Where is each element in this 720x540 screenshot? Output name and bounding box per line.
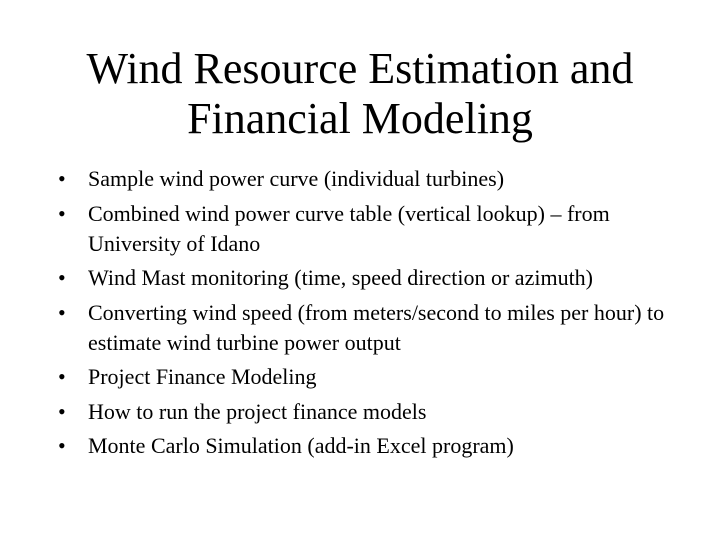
bullet-text: Wind Mast monitoring (time, speed direction or azimuth) xyxy=(88,265,594,290)
bullet-text: How to run the project finance models xyxy=(88,398,427,424)
bullet-item xyxy=(58,431,668,461)
bullet-item xyxy=(58,298,668,358)
bullet-text: Project Finance Modeling xyxy=(88,364,317,389)
bullet-icon: • xyxy=(58,433,66,458)
bullet-item xyxy=(58,164,668,194)
bullet-icon: • xyxy=(58,265,66,290)
bullet-text: Sample wind power curve (individual turbines) xyxy=(88,166,505,191)
bullet-text: Converting wind speed (from meters/second to miles per hour) to estimate wind turbine power output xyxy=(88,299,665,355)
bullet-icon: • xyxy=(58,200,66,226)
bullet-item xyxy=(58,199,668,259)
bullet-item xyxy=(58,362,668,392)
slide-title: Wind Resource Estimation and Financial Modeling xyxy=(86,44,634,143)
bullet-icon: • xyxy=(58,364,66,389)
bullet-item xyxy=(58,263,668,293)
bullet-list xyxy=(58,164,668,466)
bullet-icon: • xyxy=(58,299,66,325)
bullet-icon: • xyxy=(58,398,66,424)
bullet-text: Monte Carlo Simulation (add-in Excel program) xyxy=(88,433,514,458)
bullet-icon: • xyxy=(58,166,66,191)
bullet-item xyxy=(58,397,668,427)
bullet-text: Combined wind power curve table (vertical lookup) – from University of Idano xyxy=(88,200,610,256)
